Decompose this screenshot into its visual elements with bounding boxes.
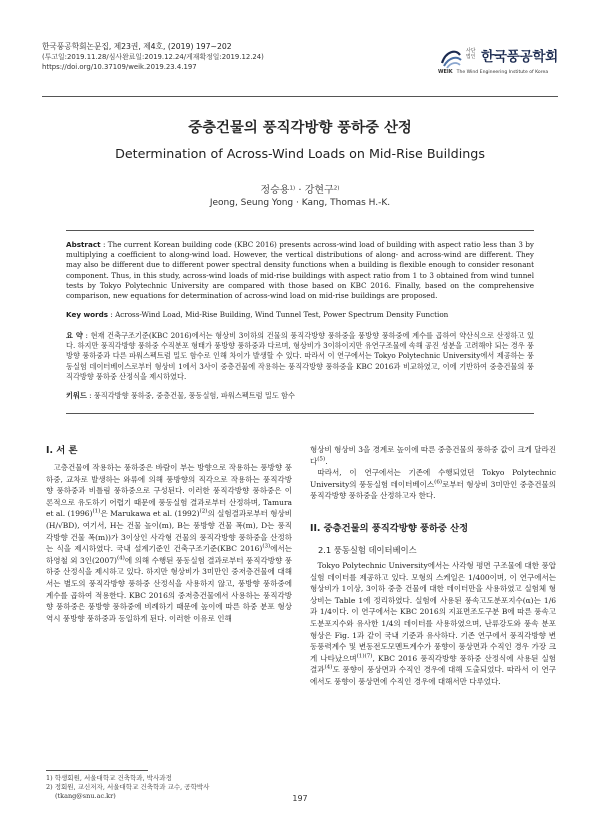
section-2-heading: II. 중층건물의 풍직각방향 풍하중 산정 [310,523,469,534]
logo-small-text: 사단 법인 [466,48,476,60]
left-column [46,462,292,624]
korean-keywords [66,391,534,401]
right-column [310,444,556,502]
page-number: 197 [292,794,308,803]
summary-text: : 현재 건축구조기준(KBC 2016)에서는 형상비 3이하의 건물의 풍직각방향 풍하중을 풍방향 풍하중에 계수를 곱하여 약산식으로 산정하고 있다. 하지만 풍직각방향 풍하중 수직분포 형태가 풍방향 풍하중과 다르며, 형상비가 3이하이지만 유연구조물에 속해 공진 성분을 고려해야 되는 경우 풍방향 풍하중과 다른 파워스펙트럼 밀도 함수로 인해 차이가 발생할 수 있다. 따라서 이 연구에서는 Tokyo Polytechnic University에서 제공하는 풍동실험 데이터베이스로부터 형상비 1에서 3사이 중층건물에 작용하는 풍직각방향 풍하중을 KBC 2016과 비교하였고, 이에 기반하여 중층건물의 풍직각방향 풍하중 산정식을 제시하였다. [66,331,534,381]
korean-summary [66,331,534,382]
footnote-2: 2) 정회원, 교신저자, 서울대학교 건축학과 교수, 공학박사 [46,783,210,791]
abstract-bottom-rule [66,413,534,414]
wind-logo-icon [438,45,464,71]
authors-korean: 정승용$^{1)}$ · 강현구$^{2)}$ [260,185,340,196]
section-2-body [310,560,556,688]
footnote-email: (tkang@snu.ac.kr) [55,792,116,800]
logo-name: 한국풍공학회 [481,49,558,65]
keyword-ko-text: : 풍직각방향 풍하중, 중층건물, 풍동실험, 파워스펙트럼 밀도 함수 [89,391,295,400]
abstract-top-rule [66,230,534,231]
footnote-rule [46,770,148,771]
intro-paragraph: 고층건물에 작용하는 풍하중은 바람이 부는 방향으로 작용하는 풍방향 풍하중, 교차로 발생하는 와류에 의해 풍방향의 직각으로 작용하는 풍직각방향 풍하중과 비틀림 풍하중으로 구성된다. 이러한 풍직각방향 풍하중은 이론적으로 유도하기 어렵기 때문에 풍동실험 결과로부터 산정하며, Tamura et al. $(1996)^{(1)}$은 Marukawa et al. $(1992)^{(2)}$의 실험결과로부터 형상비(H/√BD), 여기서, H는 건물 높이(m), B는 풍방향 건물 폭(m), D는 풍직각방향 건물 폭(m))가 3이상인 사각형 건물의 풍직각방향 풍하중을 산정하는 식을 제시하였다. 국내 설계기준인 건축구조기준(KBC 2016)$^{(3)}$에서는 하영철 외 3인$(2007)^{(4)}$에 의해 수행된 풍동실험 결과로부터 풍직각방향 풍하중 산정식을 제시하고 있다. 하지만 형상비가 3미만인 중저층건물에 대해서는 별도의 풍직각방향 풍하중 산정식을 사용하지 않고, 풍방향 풍하중에 계수를 곱하여 적용한다. KBC 2016의 중저층건물에서 사용하는 풍직각방향 풍하중은 풍방향 풍하중에 비례하기 때문에 높이에 따른 하중 분포 형상 역시 풍방향 풍하중과 동일하게 된다. 이러한 이유로 인해 [46,463,292,623]
submission-dates: (투고일:2019.11.28/심사완료일:2019.12.24/게재확정일:2019.12.24) [42,53,264,61]
section-1-heading: I. 서 론 [46,445,78,456]
abstract [66,240,534,301]
keywords-text: : Across-Wind Load, Mid-Rise Building, Wind Tunnel Test, Power Spectrum Density Function [110,310,449,319]
footnote-1: 1) 학생회원, 서울대학교 건축학과, 박사과정 [46,774,172,782]
keyword-ko-label: 키워드 [66,391,87,400]
abstract-label: Abstract [66,240,101,249]
abstract-text: : The current Korean building code (KBC 2016) presents across-wind load of building with aspect ratio less than 3 by multiplying a coefficient to along-wind load. However, the vertical distributions of along- and across-wind are different. They may also be different due to different power spectral density functions when a building is flexible enough to consider resonant component. Thus, in this study, across-wind loads of mid-rise buildings with aspect ratio from 1 to 3 obtained from wind tunnel tests by Tokyo Polytechnic University are compared with those based on KBC 2016. Finally, based on the comprehensive comparison, new equations for determination of across-wind load on mid-rise buildings are proposed. [66,240,534,301]
society-logo [438,45,558,75]
journal-citation: 한국풍공학회논문집, 제23권, 제4호, (2019) 197~202 [42,42,232,51]
intro-continuation: 형상비 형상비 3을 경계로 높이에 따른 중층건물의 풍하중 값이 크게 달라진다$^{(5)}$. [310,445,556,466]
subsection-2-1-heading: 2.1 풍동실험 데이터베이스 [318,545,417,555]
doi-link[interactable]: https://doi.org/10.37109/weik.2019.23.4.197 [42,63,197,71]
title-korean: 중층건물의 풍직각방향 풍하중 산정 [188,120,412,136]
summary-label: 요 약 [66,331,83,340]
authors-english: Jeong, Seung Yong · Kang, Thomas H.-K. [209,198,391,208]
logo-english: WEIK The Wind Engineering Institute of Korea [438,69,549,75]
header-rule [42,96,558,97]
title-english: Determination of Across-Wind Loads on Mid-Rise Buildings [115,146,485,161]
intro-paragraph-2: 따라서, 이 연구에서는 기존에 수행되었던 Tokyo Polytechnic University의 풍동실험 데이터베이스$^{(6)}$로부터 형상비 3미만인 중층건물의 풍직각방향 풍하중을 산정하고자 한다. [310,468,556,501]
keywords-label: Key words [66,310,109,319]
keywords [66,310,534,320]
journal-header [42,42,264,72]
section-2-paragraph: Tokyo Polytechnic University에서는 사각형 평면 구조물에 대한 풍압실험 데이터를 제공하고 있다. 모형의 스케일은 1/400이며, 이 연구에서는 형상비가 1이상, 3이하 중층 건물에 대한 데이터만을 사용하였고 실험체 형상비는 Table 1에 정리하였다. 실험에 사용된 풍속고도분포지수(α)는 1/6과 1/4이다. 이 연구에서는 KBC 2016의 지표면조도구분 B에 따른 풍속고도분포지수와 유사한 1/4의 데이터를 사용하였으며, 난류강도와 풍속 분포 형상은 Fig. 1과 같이 국내 기준과 유사하다. 기존 연구에서 풍직각방향 변동풍력계수 및 변동전도모멘트계수가 풍향이 풍상면과 수직인 경우 가장 크게 나타났으며$^{(1)(7)}$, KBC 2016 풍직각방향 풍하중 산정식에 사용된 실험 결과$^{(4)}$도 풍향이 풍상면과 수직인 경우에 대해 도출되었다. 따라서 이 연구에서도 풍향이 풍상면에 수직인 경우에 대해서만 다루었다. [310,561,556,686]
